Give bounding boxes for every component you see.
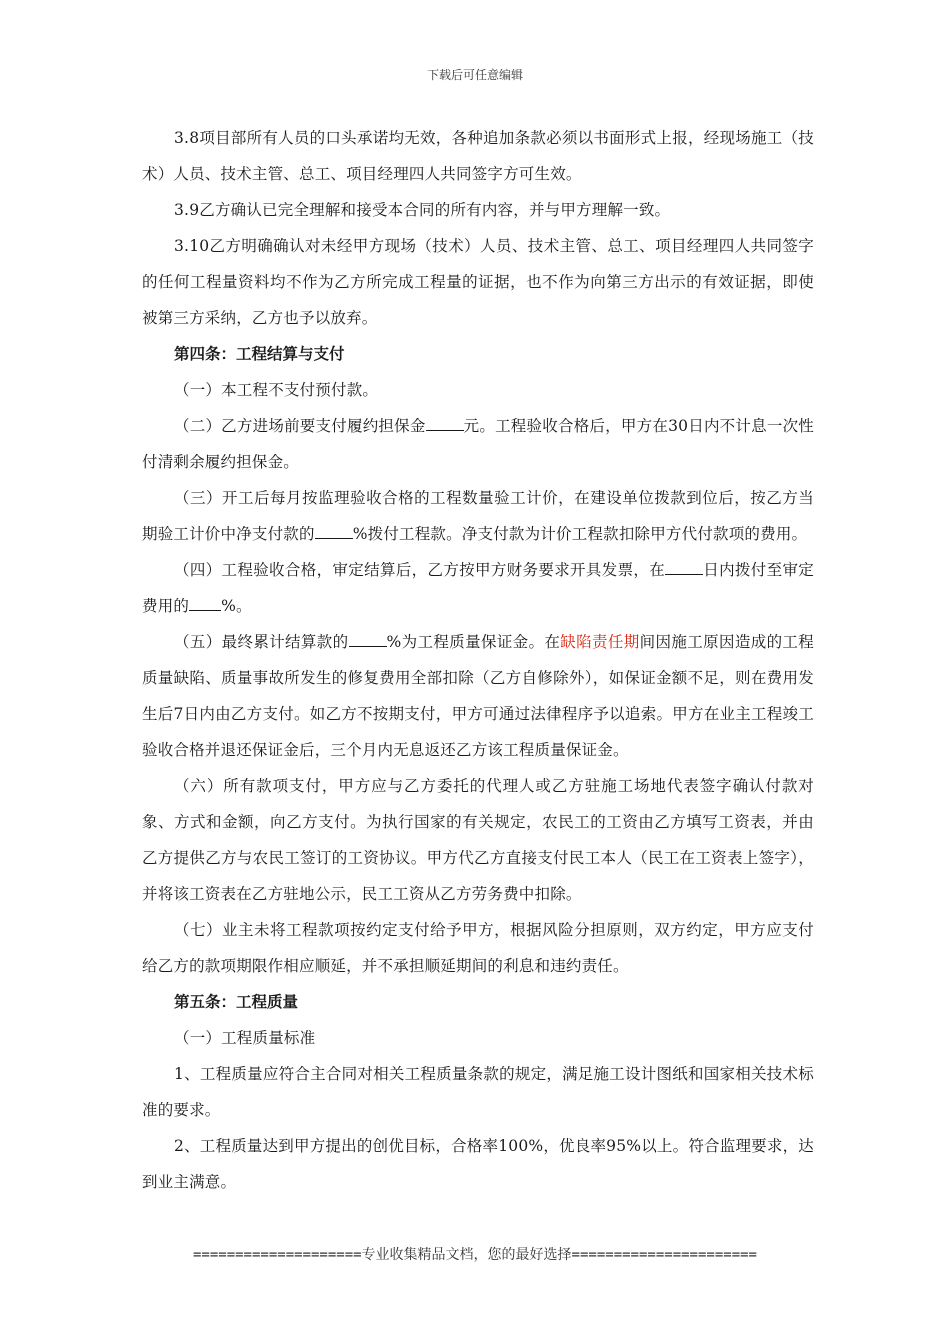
article-4-item-5 — [142, 624, 814, 768]
article-4-title: 第四条：工程结算与支付 — [174, 345, 345, 363]
article-4-item-3 — [142, 480, 814, 552]
article-5-item-1: 1、工程质量应符合主合同对相关工程质量条款的规定，满足施工设计图纸和国家相关技术标准的要求。 — [142, 1065, 814, 1119]
item-3-text-b: %拨付工程款。净支付款为计价工程款扣除甲方代付款项的费用。 — [352, 525, 808, 543]
payment-percent-blank — [315, 538, 353, 539]
page-footer: ====================专业收集精品文档，您的最好选择====================== — [192, 1247, 757, 1263]
guarantee-amount-blank — [426, 430, 464, 431]
item-4-text-c: %。 — [221, 597, 252, 615]
defect-liability-period-highlight: 缺陷责任期 — [560, 633, 640, 651]
item-5-text-c: 间因施工原因造成的工程质量缺陷、质量事故所发生的修复费用全部扣除（乙方自修除外），如保证金额不足，则在费用发生后7日内由乙方支付。如乙方不按期支付，甲方可通过法律程序予以追索。甲方在业主工程竣工验收合格并退还保证金后，三个月内无息返还乙方该工程质量保证金。 — [142, 633, 815, 759]
article-4-item-6: （六）所有款项支付，甲方应与乙方委托的代理人或乙方驻施工场地代表签字确认付款对象、方式和金额，向乙方支付。为执行国家的有关规定，农民工的工资由乙方填写工资表，并由乙方提供乙方与农民工签订的工资协议。甲方代乙方直接支付民工本人（民工在工资表上签字），并将该工资表在乙方驻地公示，民工工资从乙方劳务费中扣除。 — [142, 777, 814, 903]
item-5-text-a: （五）最终累计结算款的 — [174, 633, 349, 651]
item-2-text-a: （二）乙方进场前要支付履约担保金 — [174, 417, 426, 435]
approved-percent-blank — [189, 610, 221, 611]
clause-3-8: 3.8项目部所有人员的口头承诺均无效，各种追加条款必须以书面形式上报，经现场施工（技术）人员、技术主管、总工、项目经理四人共同签字方可生效。 — [142, 129, 814, 183]
article-4-item-4 — [142, 552, 814, 624]
payment-days-blank — [665, 574, 703, 575]
article-4-item-2 — [142, 408, 814, 480]
item-3-text-a: （三）开工后每月按监理验收合格的工程数量验工计价，在建设单位拨款到位后，按乙方当期验工计价中净支付款的 — [142, 489, 814, 543]
article-5-title: 第五条：工程质量 — [174, 993, 299, 1011]
item-5-text-b: %为工程质量保证金。在 — [386, 633, 561, 651]
item-2-text-b: 元。工程验收合格后，甲方在30日内不计息一次性付清剩余履约担保金。 — [142, 417, 814, 471]
article-4-item-1: （一）本工程不支付预付款。 — [174, 381, 379, 399]
article-5-subheading-1: （一）工程质量标准 — [174, 1029, 316, 1047]
document-body — [142, 120, 814, 1200]
warranty-percent-blank — [349, 646, 387, 647]
page-header: 下载后可任意编辑 — [426, 68, 523, 82]
article-4-item-7: （七）业主未将工程款项按约定支付给予甲方，根据风险分担原则，双方约定，甲方应支付给乙方的款项期限作相应顺延，并不承担顺延期间的利息和违约责任。 — [142, 921, 814, 975]
article-5-item-2: 2、工程质量达到甲方提出的创优目标，合格率100%，优良率95%以上。符合监理要求，达到业主满意。 — [142, 1137, 814, 1191]
item-4-text-a: （四）工程验收合格，审定结算后，乙方按甲方财务要求开具发票，在 — [174, 561, 666, 579]
clause-3-10: 3.10乙方明确确认对未经甲方现场（技术）人员、技术主管、总工、项目经理四人共同签字的任何工程量资料均不作为乙方所完成工程量的证据，也不作为向第三方出示的有效证据，即使被第三方采纳，乙方也予以放弃。 — [142, 237, 814, 327]
clause-3-9: 3.9乙方确认已完全理解和接受本合同的所有内容，并与甲方理解一致。 — [174, 201, 671, 219]
item-4-text-b: 日内拨付至审定费用的 — [142, 561, 815, 615]
